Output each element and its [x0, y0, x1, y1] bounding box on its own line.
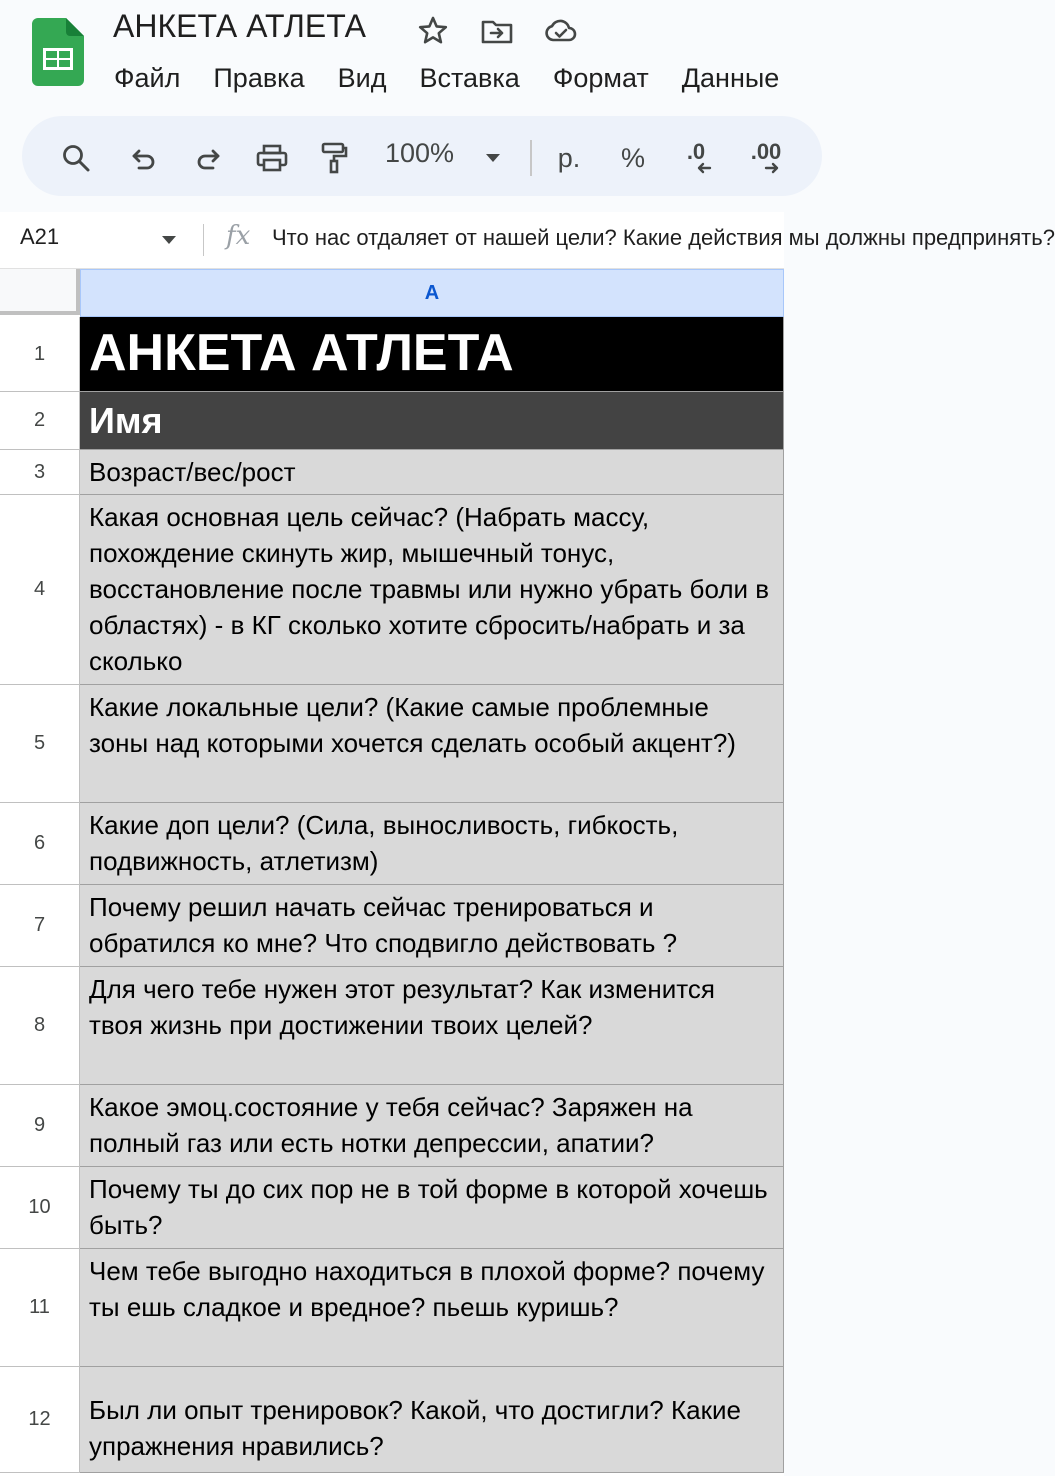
- menu-data[interactable]: Данные: [681, 63, 780, 93]
- name-box-dropdown-icon[interactable]: [160, 234, 178, 246]
- menu-file[interactable]: Файл: [114, 63, 181, 93]
- zoom-dropdown-icon[interactable]: [484, 152, 502, 164]
- menu-bar: [114, 60, 812, 96]
- cell[interactable]: Какое эмоц.состояние у тебя сейчас? Заряжен на полный газ или есть нотки депрессии, апатии?: [80, 1085, 784, 1167]
- toolbar-divider: [530, 140, 532, 176]
- arrow-right-icon: [764, 160, 780, 176]
- cell[interactable]: Почему ты до сих пор не в той форме в которой хочешь быть?: [80, 1167, 784, 1249]
- menu-view[interactable]: Вид: [337, 63, 387, 93]
- table-row: [0, 392, 784, 450]
- row-number[interactable]: 5: [0, 685, 80, 803]
- percent-format-button[interactable]: %: [620, 142, 645, 173]
- row-number[interactable]: 9: [0, 1085, 80, 1167]
- row-number[interactable]: 7: [0, 885, 80, 967]
- currency-format-button[interactable]: р.: [557, 142, 581, 173]
- sheet-grid: [0, 269, 784, 1476]
- table-row: [0, 495, 784, 685]
- increase-decimal-button[interactable]: [740, 136, 784, 180]
- cell[interactable]: АНКЕТА АТЛЕТА: [80, 317, 784, 392]
- redo-button[interactable]: [190, 136, 226, 180]
- row-number[interactable]: 11: [0, 1249, 80, 1367]
- cell[interactable]: Какие доп цели? (Сила, выносливость, гибкость, подвижность, атлетизм): [80, 803, 784, 885]
- table-row: [0, 803, 784, 885]
- table-row: [0, 317, 784, 392]
- formula-bar: [0, 212, 1055, 269]
- formula-input[interactable]: Что нас отдаляет от нашей цели? Какие действия мы должны предпринять?: [272, 225, 1055, 250]
- cell[interactable]: [80, 1367, 784, 1473]
- row-number[interactable]: 3: [0, 450, 80, 495]
- row-number[interactable]: 6: [0, 803, 80, 885]
- redo-icon: [192, 142, 224, 174]
- select-all-corner[interactable]: [0, 269, 80, 315]
- paint-format-button[interactable]: [316, 136, 352, 180]
- name-box[interactable]: A21: [20, 224, 60, 249]
- row-number[interactable]: 2: [0, 392, 80, 450]
- row-number[interactable]: 10: [0, 1167, 80, 1249]
- cell[interactable]: Какие локальные цели? (Какие самые проблемные зоны над которыми хочется сделать особый акцент?): [80, 685, 784, 803]
- increase-decimal-label: .00: [750, 139, 782, 164]
- decrease-decimal-label: .0: [686, 139, 706, 164]
- row-number[interactable]: 4: [0, 495, 80, 685]
- table-row: [0, 1167, 784, 1249]
- menu-edit[interactable]: Правка: [213, 63, 305, 93]
- document-title[interactable]: АНКЕТА АТЛЕТА: [113, 8, 367, 44]
- arrow-left-icon: [696, 160, 712, 176]
- row-number[interactable]: 12: [0, 1367, 80, 1473]
- move-folder-icon[interactable]: [480, 14, 514, 48]
- sheets-logo-icon[interactable]: [32, 18, 84, 86]
- search-icon: [60, 142, 92, 174]
- table-row: [0, 885, 784, 967]
- formula-bar-divider: [203, 224, 204, 256]
- app-header: [0, 0, 784, 112]
- cell[interactable]: Возраст/вес/рост: [80, 450, 784, 495]
- table-row: [0, 450, 784, 495]
- menu-insert[interactable]: Вставка: [419, 63, 520, 93]
- cell[interactable]: Какая основная цель сейчас? (Набрать массу, похождение скинуть жир, мышечный тонус, восстановление после травмы или нужно убрать боли в областях) - в КГ сколько хотите сбросить/набрать и за сколько: [80, 495, 784, 685]
- cell[interactable]: Почему решил начать сейчас тренироваться и обратился ко мне? Что сподвигло действовать ?: [80, 885, 784, 967]
- table-row: [0, 685, 784, 803]
- row-number[interactable]: 1: [0, 317, 80, 392]
- fx-icon: fx: [226, 221, 251, 251]
- table-row: [0, 1367, 784, 1473]
- paint-format-icon: [318, 141, 350, 175]
- cloud-saved-icon[interactable]: [544, 14, 578, 48]
- cell[interactable]: Чем тебе выгодно находиться в плохой форме? почему ты ешь сладкое и вредное? пьешь куришь?: [80, 1249, 784, 1367]
- row-number[interactable]: 8: [0, 967, 80, 1085]
- cell[interactable]: Имя: [80, 392, 784, 450]
- decrease-decimal-button[interactable]: [676, 136, 716, 180]
- cell[interactable]: Для чего тебе нужен этот результат? Как изменится твоя жизнь при достижении твоих целей?: [80, 967, 784, 1085]
- table-row: [0, 1085, 784, 1167]
- table-row: [0, 967, 784, 1085]
- menu-format[interactable]: Формат: [552, 63, 649, 93]
- print-icon: [255, 142, 289, 174]
- cell-text: Был ли опыт тренировок? Какой, что достигли? Какие упражнения нравились?: [89, 1395, 741, 1461]
- star-icon[interactable]: [416, 14, 450, 48]
- search-menus-button[interactable]: [58, 136, 94, 180]
- zoom-select[interactable]: 100%: [385, 138, 455, 168]
- print-button[interactable]: [254, 136, 290, 180]
- column-header-a[interactable]: A: [80, 269, 784, 317]
- table-row: [0, 1249, 784, 1367]
- undo-button[interactable]: [126, 136, 162, 180]
- undo-icon: [128, 142, 160, 174]
